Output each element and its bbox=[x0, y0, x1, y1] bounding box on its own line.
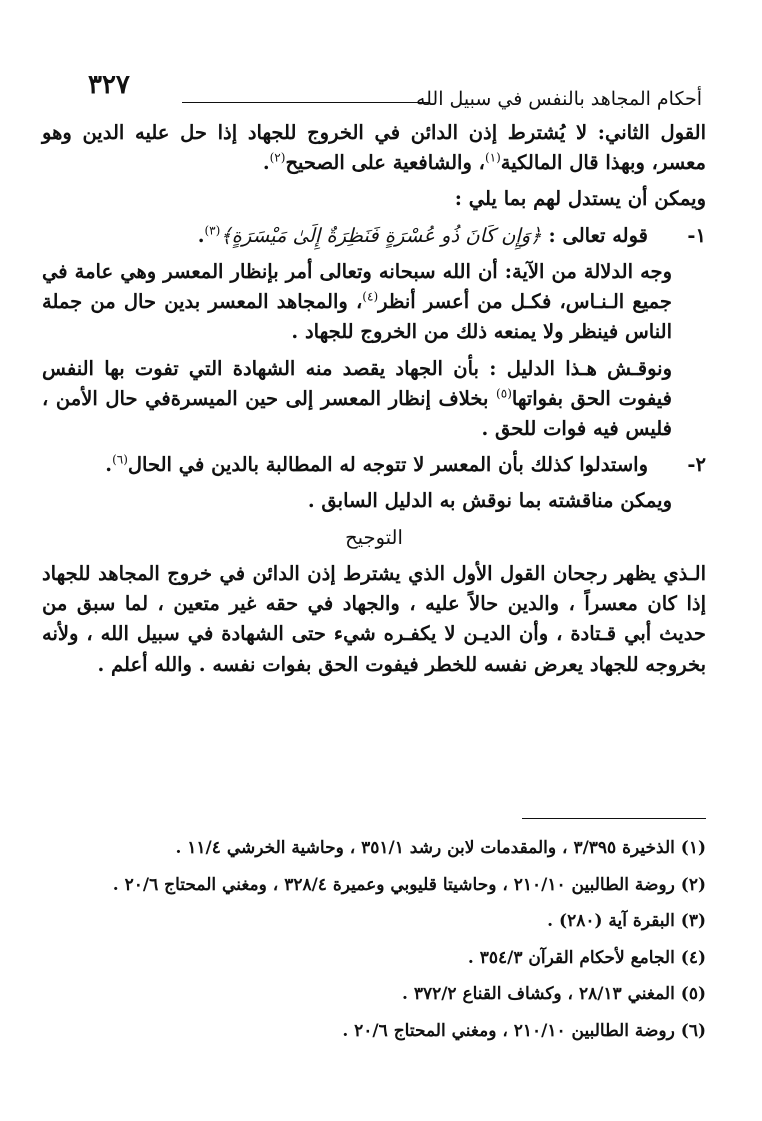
page-number: ٣٢٧ bbox=[88, 70, 130, 100]
footnote-6: (٦) روضة الطالبين ٢١٠/١٠ ، ومغني المحتاج ٢٠/٦ . bbox=[342, 1020, 706, 1041]
list-item-2: ٢- واستدلوا كذلك بأن المعسر لا تتوجه له المطالبة بالدين في الحال$^{(٦)}$. bbox=[42, 450, 706, 480]
list-item-1: ١- قوله تعالى : ﴿وَإِن كَانَ ذُو عُسْرَةٍ فَنَظِرَةٌ إِلَىٰ مَيْسَرَةٍ﴾$^{(٣)}$. bbox=[42, 221, 706, 251]
footnote-1: (١) الذخيرة ٣/٣٩٥ ، والمقدمات لابن رشد ٣٥١/١ ، وحاشية الخرشي ١١/٤ . bbox=[175, 838, 706, 858]
paragraph-rebuttal-2: ويمكن مناقشته بما نوقش به الدليل السابق . bbox=[307, 489, 672, 513]
quran-verse: ﴿وَإِن كَانَ ذُو عُسْرَةٍ فَنَظِرَةٌ إِلَىٰ مَيْسَرَةٍ﴾ bbox=[220, 223, 542, 247]
footnote-separator bbox=[522, 818, 706, 819]
section-heading: التوجيح bbox=[345, 525, 403, 549]
footnote-4: (٤) الجامع لأحكام القرآن ٣٥٤/٣ . bbox=[467, 947, 706, 968]
footnote-ref-3: (٣) bbox=[204, 223, 221, 238]
footnote-ref-6: (٦) bbox=[112, 452, 128, 467]
paragraph-second-opinion: القول الثاني: لا يُشترط إذن الدائن في الخروج للجهاد إذا حل عليه الدين وهو معسر، وبهذا قال المالكية$^{(١)}$، والشافعية على الصحيح$^{(٢)}$. bbox=[42, 121, 706, 175]
footnote-2: (٢) روضة الطالبين ٢١٠/١٠ ، وحاشيتا قليوبي وعميرة ٣٢٨/٤ ، ومغني المحتاج ٢٠/٦ . bbox=[112, 874, 706, 895]
footnote-ref-1: (١) bbox=[484, 150, 501, 165]
paragraph-rebuttal: ونوقـش هـذا الدليل : بأن الجهاد يقصد منه الشهادة التي تفوت بها النفس فيفوت الحق بفواتها$^{(٥)}$ بخلاف إنظار المعسر إلى حين الميسرةفي حال الأمن ، فليس فيه فوات للحق . bbox=[42, 356, 672, 440]
footnote-3: (٣) البقرة آية (٢٨٠) . bbox=[547, 911, 706, 931]
footnote-5: (٥) المغني ٢٨/١٣ ، وكشاف القناع ٣٧٢/٢ . bbox=[401, 984, 706, 1004]
list-number-1: ١- bbox=[687, 223, 706, 247]
list-number-2: ٢- bbox=[687, 453, 706, 477]
footnote-ref-2: (٢) bbox=[269, 150, 286, 165]
footnote-ref-5: (٥) bbox=[496, 386, 512, 401]
paragraph-conclusion: الـذي يظهر رجحان القول الأول الذي يشترط إذن الدائن في خروج المجاهد للجهاد إذا كان معسراً ، والدين حالاً عليه ، والجهاد في حقه غير متعين ، لما سبق من حديث أبي قـتادة ، وأن الديـن لا يكفـره شيء حتى الشهادة في سبيل الله ، ولأنه بخروجه للجهاد يعرض نفسه للخطر فيفوت الحق بفوات نفسه . والله أعلم . bbox=[42, 561, 706, 676]
running-title: أحكام المجاهد بالنفس في سبيل الله bbox=[415, 88, 702, 110]
paragraph-evidence-intro: ويمكن أن يستدل لهم بما يلي : bbox=[454, 187, 706, 211]
main-text bbox=[42, 118, 706, 686]
footnotes bbox=[60, 830, 706, 1049]
footnote-ref-4: (٤) bbox=[362, 289, 379, 304]
paragraph-evidence-explanation: وجه الدلالة من الآية: أن الله سبحانه وتعالى أمر بإنظار المعسر وهي عامة في جميع الـنـاس، فكـل من أعسر أنظر$^{(٤)}$، والمجاهد المعسر بدين حال من جملة الناس فينظر ولا يمنعه ذلك من الخروج للجهاد . bbox=[42, 259, 672, 344]
header-rule bbox=[182, 102, 430, 103]
page-header bbox=[60, 70, 702, 114]
